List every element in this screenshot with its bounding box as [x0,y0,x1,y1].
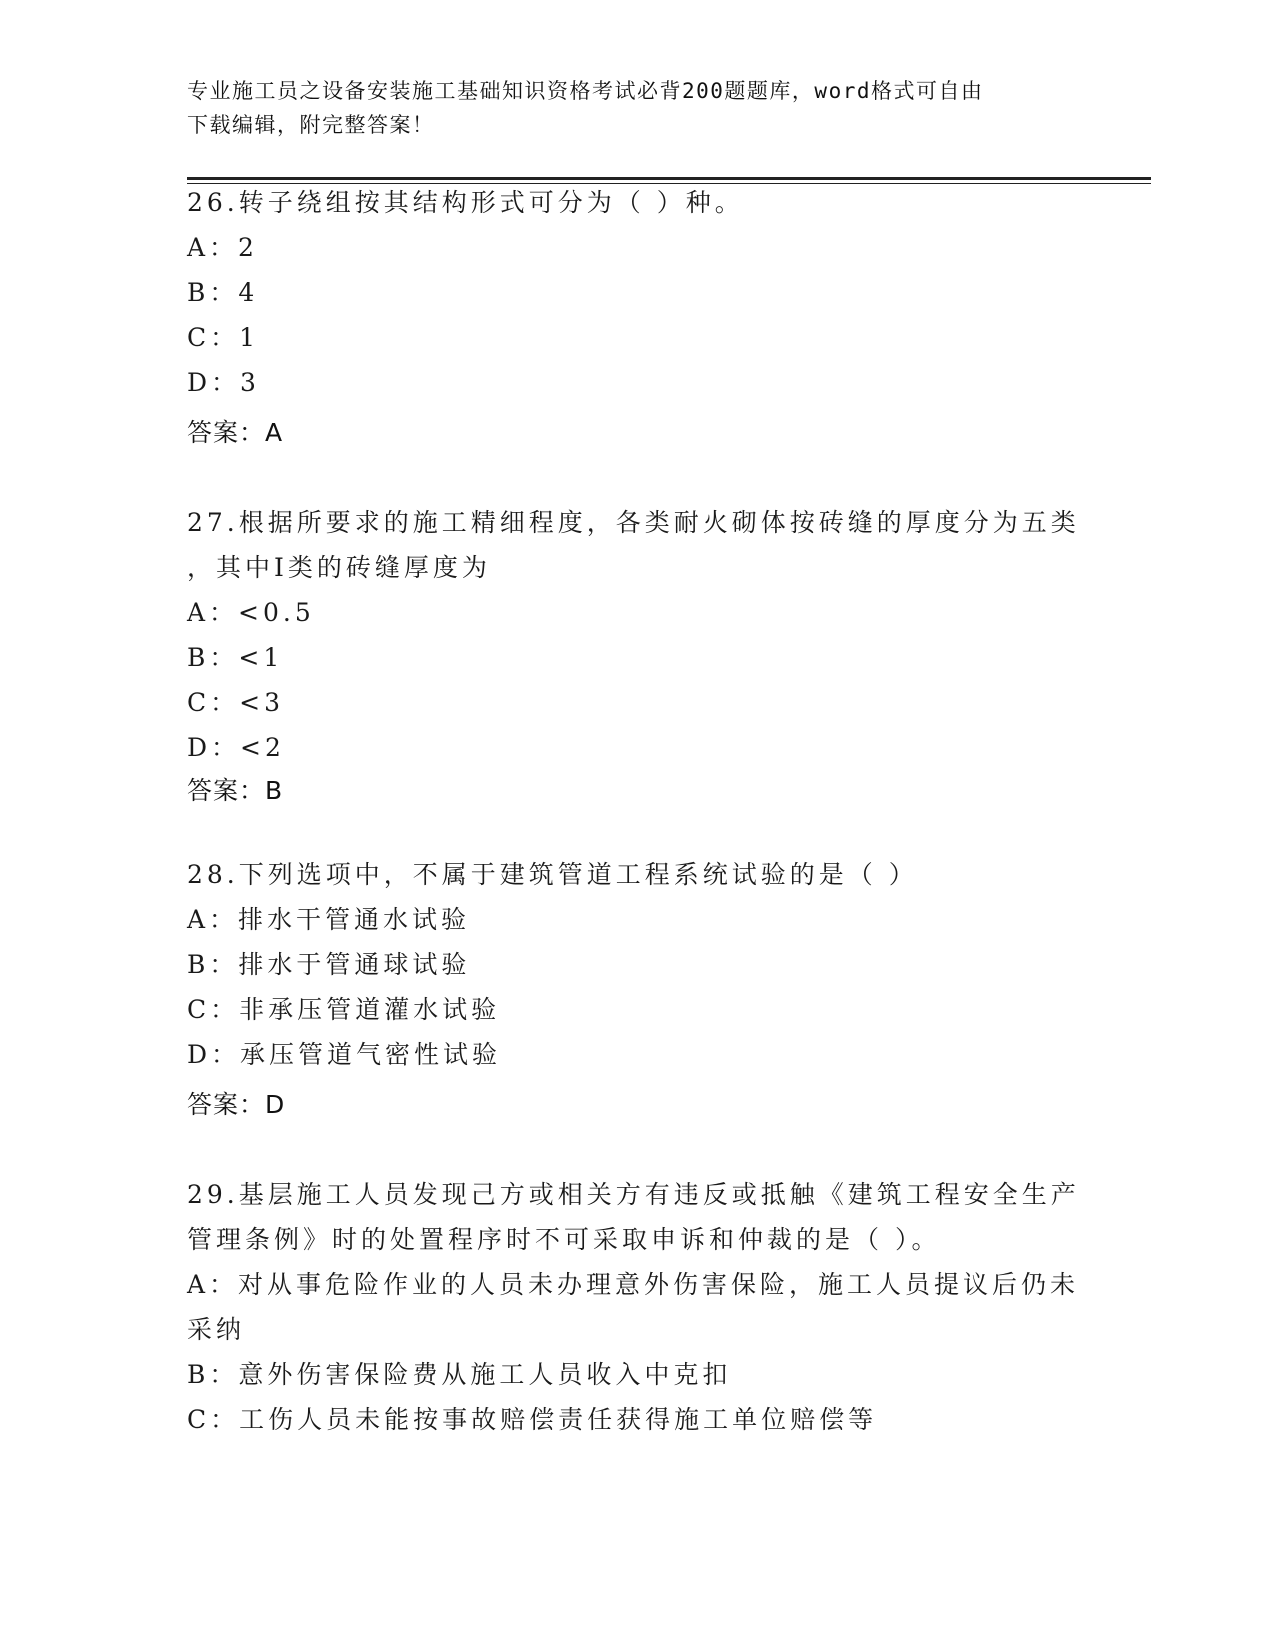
option-c: C：1 [187,323,260,352]
option-a: A：<0.5 [187,598,315,627]
option-c: C：非承压管道灌水试验 [187,995,501,1024]
question-29 [187,1172,1087,1442]
option-c: C：<3 [187,688,284,717]
answer-27: 答案：B [187,776,284,805]
header-line-2: 下载编辑，附完整答案！ [187,113,435,137]
option-b: B：排水于管通球试验 [187,950,471,979]
question-stem: 29.基层施工人员发现己方或相关方有违反或抵触《建筑工程安全生产 [187,1180,1080,1209]
question-stem: 26.转子绕组按其结构形式可分为（ ）种。 [187,188,744,217]
option-d: D：<2 [187,733,285,762]
question-28 [187,852,1087,1077]
answer-26: 答案：A [187,418,284,447]
answer-28: 答案：D [187,1090,286,1119]
header-line-1: 专业施工员之设备安装施工基础知识资格考试必背200题题库，word格式可自由 [187,79,984,103]
option-a: A：排水干管通水试验 [187,905,471,934]
document-header [187,74,1087,142]
option-b: B：4 [187,278,259,307]
option-d: D：承压管道气密性试验 [187,1040,502,1069]
option-a: A：对从事危险作业的人员未办理意外伤害保险，施工人员提议后仍未 [187,1270,1080,1299]
question-stem: 28.下列选项中，不属于建筑管道工程系统试验的是（ ） [187,860,918,889]
question-stem: 27.根据所要求的施工精细程度，各类耐火砌体按砖缝的厚度分为五类 [187,508,1080,537]
question-27 [187,500,1087,770]
option-b: B：意外伤害保险费从施工人员收入中克扣 [187,1360,732,1389]
option-d: D：3 [187,368,260,397]
option-c: C：工伤人员未能按事故赔偿责任获得施工单位赔偿等 [187,1405,878,1434]
question-stem-cont: ，其中Ⅰ类的砖缝厚度为 [187,553,491,582]
option-a-cont: 采纳 [187,1315,246,1344]
option-b: B：<1 [187,643,284,672]
question-stem-cont: 管理条例》时的处置程序时不可采取申诉和仲裁的是（ ）。 [187,1225,941,1254]
question-26 [187,180,1087,405]
option-a: A：2 [187,233,258,262]
